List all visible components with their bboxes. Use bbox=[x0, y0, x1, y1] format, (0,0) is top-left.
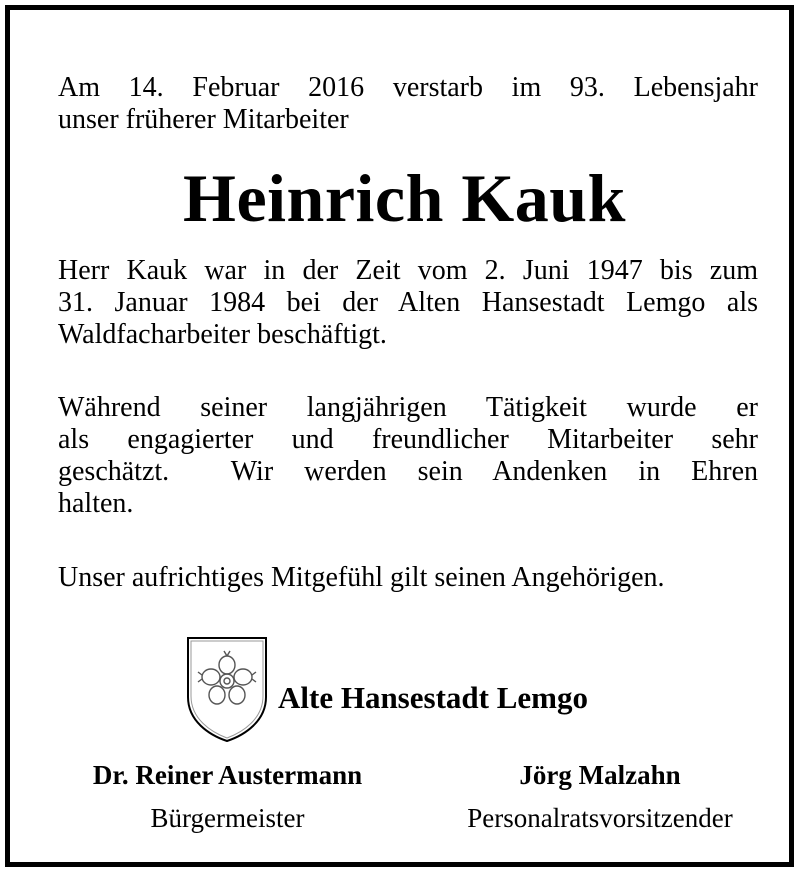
deceased-name: Heinrich Kauk bbox=[183, 160, 626, 236]
signatory-name: Jörg Malzahn bbox=[519, 760, 681, 790]
intro-line: unser früherer Mitarbeiter bbox=[58, 104, 349, 135]
intro-line: Am 14. Februar 2016 verstarb im 93. Lebensjahr bbox=[58, 72, 758, 103]
rose-coat-of-arms-icon bbox=[185, 635, 269, 743]
signatory-name: Dr. Reiner Austermann bbox=[92, 760, 363, 790]
organization-name: Alte Hansestadt Lemgo bbox=[278, 680, 588, 715]
intro-text bbox=[58, 72, 758, 136]
employment-line: Waldfacharbeiter beschäftigt. bbox=[58, 319, 387, 350]
tribute-text bbox=[58, 392, 758, 520]
tribute-line: als engagierter und freundlicher Mitarbeiter sehr bbox=[58, 424, 758, 455]
condolence-line: Unser aufrichtiges Mitgefühl gilt seinen Angehörigen. bbox=[58, 562, 665, 593]
employment-line: 31. Januar 1984 bei der Alten Hansestadt Lemgo als bbox=[58, 287, 758, 318]
employment-text bbox=[58, 255, 758, 351]
employment-line: Herr Kauk war in der Zeit vom 2. Juni 1947 bis zum bbox=[58, 255, 758, 286]
tribute-line: Während seiner langjährigen Tätigkeit wurde er bbox=[58, 392, 758, 423]
signatory-role: Bürgermeister bbox=[150, 803, 305, 833]
condolence-text bbox=[58, 562, 758, 594]
tribute-line: halten. bbox=[58, 488, 134, 519]
tribute-line: geschätzt. Wir werden sein Andenken in Ehren bbox=[58, 456, 758, 487]
obituary-frame bbox=[5, 5, 794, 867]
signatory-role: Personalratsvorsitzender bbox=[467, 803, 733, 833]
